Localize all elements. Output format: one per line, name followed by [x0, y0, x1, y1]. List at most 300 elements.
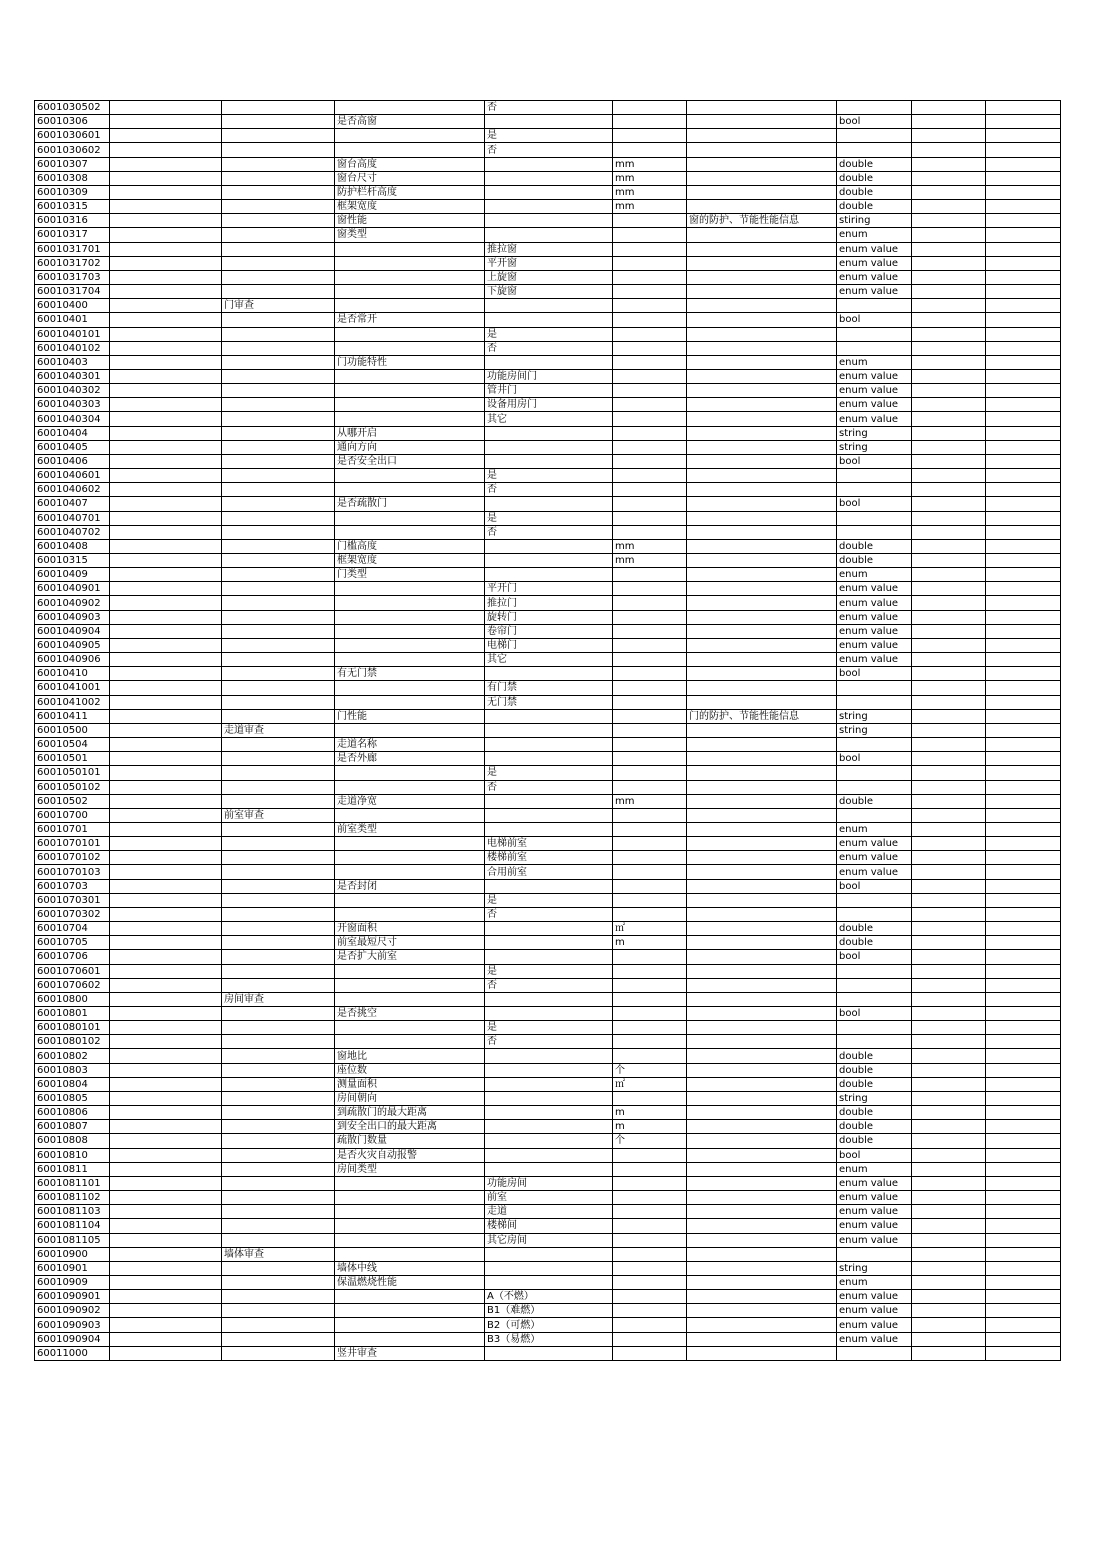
table-row	[35, 808, 1061, 822]
table-cell	[986, 907, 1061, 921]
table-cell: 是	[485, 1021, 613, 1035]
table-cell	[837, 1021, 912, 1035]
table-row	[35, 1275, 1061, 1289]
table-row	[35, 978, 1061, 992]
table-cell	[986, 1247, 1061, 1261]
table-cell	[912, 893, 986, 907]
table-cell	[912, 709, 986, 723]
table-cell	[986, 794, 1061, 808]
table-cell	[912, 992, 986, 1006]
table-cell	[837, 907, 912, 921]
table-cell: 保温燃烧性能	[335, 1275, 485, 1289]
table-cell	[110, 327, 222, 341]
table-cell	[335, 369, 485, 383]
table-cell	[912, 1219, 986, 1233]
table-cell: 通向方向	[335, 440, 485, 454]
table-cell: 窗的防护、节能性能信息	[687, 214, 837, 228]
table-cell: 60010801	[35, 1007, 110, 1021]
table-cell	[837, 681, 912, 695]
table-cell	[613, 1346, 687, 1360]
table-cell	[335, 964, 485, 978]
table-row	[35, 568, 1061, 582]
table-cell: 是	[485, 327, 613, 341]
table-cell	[687, 228, 837, 242]
table-row	[35, 1134, 1061, 1148]
table-cell	[912, 1035, 986, 1049]
table-cell: 60010401	[35, 313, 110, 327]
table-cell	[986, 369, 1061, 383]
table-cell: 走道审查	[222, 723, 335, 737]
table-cell	[837, 1247, 912, 1261]
table-cell: enum value	[837, 270, 912, 284]
table-cell	[613, 384, 687, 398]
table-cell	[687, 624, 837, 638]
table-cell	[110, 157, 222, 171]
table-cell: 60010504	[35, 738, 110, 752]
table-cell: 否	[485, 525, 613, 539]
table-cell	[687, 1120, 837, 1134]
table-cell: enum value	[837, 256, 912, 270]
table-cell	[837, 483, 912, 497]
table-cell	[335, 610, 485, 624]
table-cell	[986, 143, 1061, 157]
table-cell: 60010811	[35, 1162, 110, 1176]
table-cell: double	[837, 200, 912, 214]
table-cell: mm	[613, 554, 687, 568]
table-cell	[613, 780, 687, 794]
table-cell	[687, 525, 837, 539]
table-row	[35, 964, 1061, 978]
table-cell	[613, 1332, 687, 1346]
table-cell	[485, 426, 613, 440]
table-cell: 6001040102	[35, 341, 110, 355]
table-cell	[485, 554, 613, 568]
table-cell	[912, 511, 986, 525]
table-cell	[222, 653, 335, 667]
table-cell	[837, 1346, 912, 1360]
table-row	[35, 681, 1061, 695]
table-cell	[613, 1176, 687, 1190]
table-row	[35, 101, 1061, 115]
table-cell	[613, 1091, 687, 1105]
table-row	[35, 185, 1061, 199]
table-cell	[335, 101, 485, 115]
table-cell	[837, 143, 912, 157]
table-cell: 是	[485, 893, 613, 907]
table-cell	[912, 808, 986, 822]
table-cell	[613, 426, 687, 440]
table-cell	[110, 454, 222, 468]
table-cell	[912, 497, 986, 511]
table-cell	[687, 1162, 837, 1176]
table-cell	[986, 1205, 1061, 1219]
table-cell	[613, 695, 687, 709]
table-cell: 电梯门	[485, 638, 613, 652]
table-cell	[613, 582, 687, 596]
table-cell	[912, 1318, 986, 1332]
table-cell	[986, 1134, 1061, 1148]
table-cell	[222, 950, 335, 964]
table-cell	[613, 525, 687, 539]
table-cell	[110, 780, 222, 794]
table-cell	[222, 256, 335, 270]
table-cell	[335, 695, 485, 709]
table-cell	[687, 738, 837, 752]
table-cell	[986, 1219, 1061, 1233]
table-cell	[335, 242, 485, 256]
table-cell	[912, 1346, 986, 1360]
table-row	[35, 299, 1061, 313]
table-cell	[222, 242, 335, 256]
table-cell: 6001040904	[35, 624, 110, 638]
table-cell	[837, 525, 912, 539]
table-cell: 框架宽度	[335, 200, 485, 214]
table-cell	[335, 1304, 485, 1318]
table-cell	[110, 638, 222, 652]
table-cell: enum value	[837, 1318, 912, 1332]
table-cell	[687, 1176, 837, 1190]
table-cell: 60010411	[35, 709, 110, 723]
table-cell	[222, 1049, 335, 1063]
table-cell	[110, 511, 222, 525]
table-cell	[986, 837, 1061, 851]
table-cell: 房间审查	[222, 992, 335, 1006]
table-cell: 是否封闭	[335, 879, 485, 893]
table-cell	[485, 950, 613, 964]
table-row	[35, 1304, 1061, 1318]
table-cell: m	[613, 936, 687, 950]
table-cell: 6001070301	[35, 893, 110, 907]
table-cell	[335, 780, 485, 794]
table-cell	[110, 907, 222, 921]
table-cell	[912, 978, 986, 992]
table-cell	[110, 865, 222, 879]
table-cell: 否	[485, 143, 613, 157]
table-cell	[986, 1346, 1061, 1360]
table-cell	[222, 214, 335, 228]
table-cell	[222, 907, 335, 921]
table-cell	[912, 723, 986, 737]
table-cell	[613, 483, 687, 497]
table-row	[35, 709, 1061, 723]
table-cell	[335, 129, 485, 143]
table-row	[35, 313, 1061, 327]
table-cell	[335, 327, 485, 341]
table-cell	[485, 1162, 613, 1176]
table-cell: enum value	[837, 398, 912, 412]
table-cell	[986, 101, 1061, 115]
table-cell	[912, 738, 986, 752]
table-cell: enum	[837, 355, 912, 369]
table-cell	[687, 115, 837, 129]
table-cell	[613, 1021, 687, 1035]
table-cell	[222, 1077, 335, 1091]
table-cell	[986, 766, 1061, 780]
table-cell	[110, 709, 222, 723]
table-row	[35, 228, 1061, 242]
table-cell: 60010803	[35, 1063, 110, 1077]
table-cell: 60010315	[35, 554, 110, 568]
table-cell	[687, 978, 837, 992]
table-cell: 开窗面积	[335, 922, 485, 936]
table-cell	[912, 200, 986, 214]
table-cell: 60010306	[35, 115, 110, 129]
table-cell	[222, 101, 335, 115]
table-row	[35, 242, 1061, 256]
table-cell: 窗性能	[335, 214, 485, 228]
table-cell	[986, 200, 1061, 214]
table-row	[35, 341, 1061, 355]
table-cell	[222, 228, 335, 242]
table-cell	[986, 752, 1061, 766]
table-cell	[110, 1162, 222, 1176]
table-cell: 是否火灾自动报警	[335, 1148, 485, 1162]
table-row	[35, 1021, 1061, 1035]
table-cell: 是否疏散门	[335, 497, 485, 511]
table-cell	[687, 200, 837, 214]
table-cell	[986, 964, 1061, 978]
table-cell: 个	[613, 1134, 687, 1148]
table-cell	[912, 285, 986, 299]
table-cell	[110, 596, 222, 610]
table-cell	[335, 143, 485, 157]
table-cell	[912, 568, 986, 582]
table-cell: string	[837, 1091, 912, 1105]
table-cell	[687, 851, 837, 865]
table-cell	[110, 1275, 222, 1289]
table-cell	[485, 1120, 613, 1134]
table-cell	[485, 1247, 613, 1261]
table-cell	[912, 1148, 986, 1162]
table-cell	[485, 808, 613, 822]
table-cell	[613, 101, 687, 115]
table-cell: 其它	[485, 412, 613, 426]
table-cell: 走道	[485, 1205, 613, 1219]
table-cell	[687, 1205, 837, 1219]
table-cell: 门审查	[222, 299, 335, 313]
table-cell: 合用前室	[485, 865, 613, 879]
table-cell	[110, 950, 222, 964]
table-cell: 6001031704	[35, 285, 110, 299]
table-cell: 60010408	[35, 539, 110, 553]
table-cell	[110, 1247, 222, 1261]
table-cell	[110, 1346, 222, 1360]
table-cell: 否	[485, 341, 613, 355]
table-cell: mm	[613, 185, 687, 199]
table-cell	[613, 893, 687, 907]
table-cell	[110, 695, 222, 709]
table-cell: 6001090903	[35, 1318, 110, 1332]
table-cell: 6001040901	[35, 582, 110, 596]
table-cell: enum	[837, 568, 912, 582]
table-cell	[613, 1205, 687, 1219]
table-cell	[222, 978, 335, 992]
table-cell: 60010315	[35, 200, 110, 214]
table-cell	[110, 256, 222, 270]
table-cell	[335, 285, 485, 299]
table-cell: enum value	[837, 624, 912, 638]
table-cell	[912, 1134, 986, 1148]
table-cell: 60010900	[35, 1247, 110, 1261]
table-cell	[986, 822, 1061, 836]
table-cell	[222, 865, 335, 879]
table-cell: 6001081102	[35, 1191, 110, 1205]
table-cell	[912, 1162, 986, 1176]
table-cell: 6001070602	[35, 978, 110, 992]
table-cell	[222, 1106, 335, 1120]
table-cell: 6001081101	[35, 1176, 110, 1190]
table-cell	[222, 1219, 335, 1233]
table-cell	[986, 1106, 1061, 1120]
table-cell: 60010800	[35, 992, 110, 1006]
table-cell	[222, 1318, 335, 1332]
table-cell: 从哪开启	[335, 426, 485, 440]
table-row	[35, 1106, 1061, 1120]
table-cell: 6001090902	[35, 1304, 110, 1318]
table-cell	[485, 1049, 613, 1063]
table-cell	[613, 355, 687, 369]
table-cell	[335, 893, 485, 907]
table-cell	[912, 1021, 986, 1035]
table-row	[35, 440, 1061, 454]
table-cell: 窗地比	[335, 1049, 485, 1063]
table-cell	[222, 1290, 335, 1304]
table-cell	[986, 1318, 1061, 1332]
table-cell	[110, 469, 222, 483]
table-cell	[986, 922, 1061, 936]
table-cell	[613, 568, 687, 582]
table-cell	[986, 1077, 1061, 1091]
table-cell	[912, 1304, 986, 1318]
table-cell: 座位数	[335, 1063, 485, 1077]
table-cell	[335, 851, 485, 865]
table-cell: 60010701	[35, 822, 110, 836]
table-row	[35, 327, 1061, 341]
table-cell: 60010706	[35, 950, 110, 964]
table-cell	[110, 242, 222, 256]
table-cell	[222, 341, 335, 355]
table-cell	[485, 115, 613, 129]
table-cell	[837, 978, 912, 992]
table-cell: 6001081104	[35, 1219, 110, 1233]
table-cell: 60010403	[35, 355, 110, 369]
table-cell: double	[837, 539, 912, 553]
table-cell	[912, 1332, 986, 1346]
table-cell	[912, 270, 986, 284]
table-cell: 推拉门	[485, 596, 613, 610]
table-cell: 6001070102	[35, 851, 110, 865]
table-cell: 60010405	[35, 440, 110, 454]
table-cell: string	[837, 440, 912, 454]
table-cell: 60010810	[35, 1148, 110, 1162]
table-cell: 60010806	[35, 1106, 110, 1120]
table-cell	[912, 299, 986, 313]
table-cell	[222, 596, 335, 610]
table-cell	[687, 454, 837, 468]
table-cell	[110, 171, 222, 185]
table-cell: 前室审查	[222, 808, 335, 822]
table-cell	[687, 1346, 837, 1360]
table-cell	[912, 1106, 986, 1120]
table-cell	[986, 313, 1061, 327]
table-cell	[110, 1134, 222, 1148]
table-cell: 6001031701	[35, 242, 110, 256]
table-cell: mm	[613, 200, 687, 214]
table-cell: 60010501	[35, 752, 110, 766]
table-cell	[335, 978, 485, 992]
table-cell: enum value	[837, 369, 912, 383]
table-cell	[837, 738, 912, 752]
table-cell	[222, 143, 335, 157]
table-cell	[110, 554, 222, 568]
table-cell	[335, 1290, 485, 1304]
table-cell: 墙体中线	[335, 1261, 485, 1275]
table-cell	[613, 341, 687, 355]
table-cell	[912, 1275, 986, 1289]
table-cell	[912, 667, 986, 681]
table-cell	[222, 554, 335, 568]
table-cell: 框架宽度	[335, 554, 485, 568]
table-row	[35, 667, 1061, 681]
table-cell	[335, 1332, 485, 1346]
table-cell	[222, 922, 335, 936]
table-cell	[912, 936, 986, 950]
table-cell: 推拉窗	[485, 242, 613, 256]
table-row	[35, 143, 1061, 157]
table-cell	[485, 200, 613, 214]
table-cell: double	[837, 936, 912, 950]
table-cell	[110, 369, 222, 383]
table-cell	[912, 1007, 986, 1021]
table-cell	[222, 1332, 335, 1346]
table-cell: bool	[837, 497, 912, 511]
table-cell: 是否高窗	[335, 115, 485, 129]
table-cell: m	[613, 1120, 687, 1134]
table-cell	[613, 907, 687, 921]
table-cell	[110, 1021, 222, 1035]
table-cell	[912, 129, 986, 143]
table-cell	[912, 794, 986, 808]
table-cell	[837, 992, 912, 1006]
table-cell	[912, 185, 986, 199]
table-cell: enum value	[837, 653, 912, 667]
table-cell: 6001040905	[35, 638, 110, 652]
table-cell	[687, 596, 837, 610]
table-cell	[485, 922, 613, 936]
table-cell	[222, 964, 335, 978]
table-cell	[986, 256, 1061, 270]
table-cell	[110, 270, 222, 284]
table-row	[35, 1091, 1061, 1105]
table-cell	[986, 950, 1061, 964]
table-cell	[687, 1021, 837, 1035]
table-row	[35, 285, 1061, 299]
table-cell: 6001040303	[35, 398, 110, 412]
table-cell: string	[837, 426, 912, 440]
table-row	[35, 1035, 1061, 1049]
table-cell: 卷帘门	[485, 624, 613, 638]
table-cell: 下旋窗	[485, 285, 613, 299]
table-cell: 管井门	[485, 384, 613, 398]
table-cell	[110, 200, 222, 214]
table-cell	[687, 256, 837, 270]
table-cell	[335, 1233, 485, 1247]
table-cell	[986, 483, 1061, 497]
table-row	[35, 1219, 1061, 1233]
table-cell: 是否挑空	[335, 1007, 485, 1021]
table-cell: enum value	[837, 1233, 912, 1247]
table-cell	[110, 837, 222, 851]
